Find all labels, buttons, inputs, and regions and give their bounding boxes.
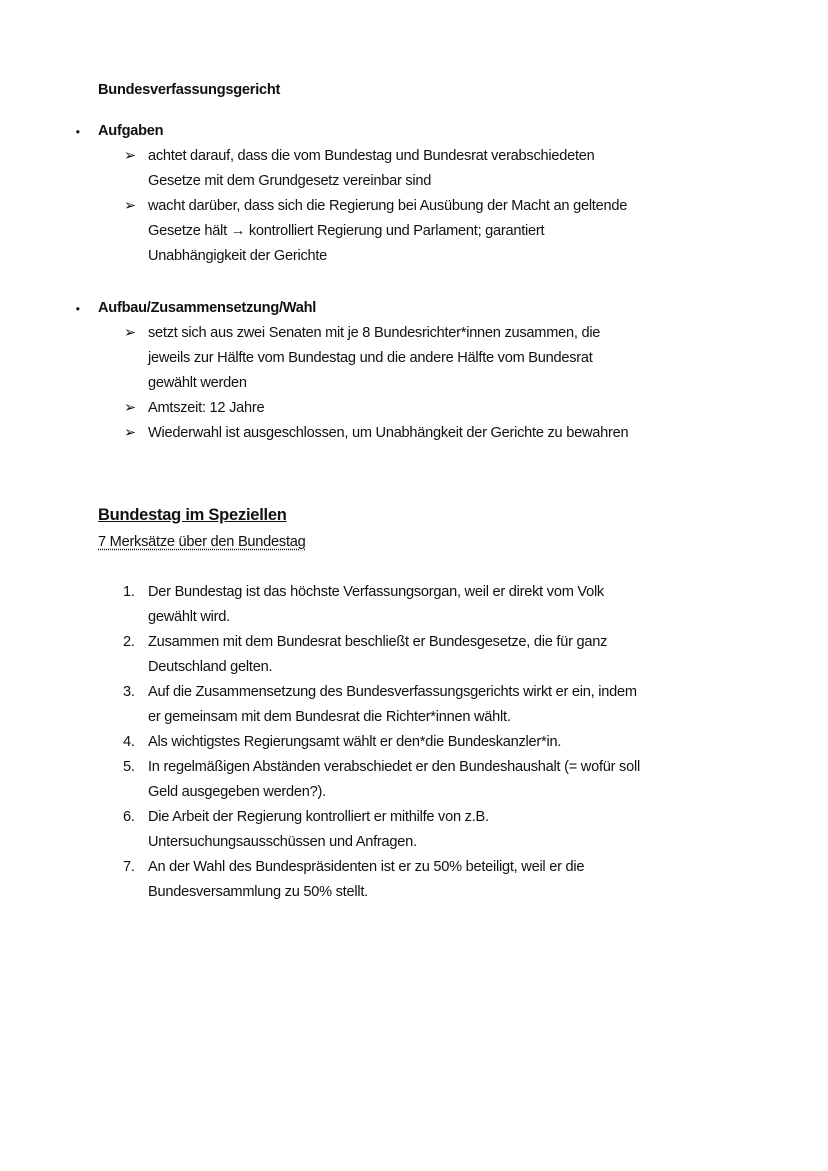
arrow-list-item [74, 321, 774, 396]
text-line: jeweils zur Hälfte vom Bundestag und die andere Hälfte vom Bundesrat [148, 350, 593, 366]
arrow-list-item [74, 144, 774, 194]
bullet-heading-text: Aufgaben [98, 123, 164, 139]
numbered-list-item [120, 630, 800, 680]
bullet-heading [74, 119, 774, 144]
text-line: Als wichtigstes Regierungsamt wählt er den*die Bundeskanzler*in. [148, 734, 562, 750]
bullet-icon: ● [75, 127, 81, 136]
numbered-list-item [120, 755, 800, 805]
list-number: 1. [123, 584, 135, 600]
section-title: Bundesverfassungsgericht [98, 82, 281, 98]
text-line: Deutschland gelten. [148, 659, 273, 675]
numbered-list-item [120, 680, 800, 730]
section-subtitle: 7 Merksätze über den Bundestag [98, 534, 306, 550]
list-number: 2. [123, 634, 135, 650]
text-line: Wiederwahl ist ausgeschlossen, um Unabhängkeit der Gerichte zu bewahren [148, 425, 629, 441]
text-line: achtet darauf, dass die vom Bundestag und Bundesrat verabschiedeten [148, 148, 595, 164]
text-line: Amtszeit: 12 Jahre [148, 400, 265, 416]
arrow-bullet-icon: ➢ [124, 198, 136, 214]
text-line: Unabhängigkeit der Gerichte [148, 248, 328, 264]
list-number: 5. [123, 759, 135, 775]
text-line: Gesetze hält → kontrolliert Regierung und Parlament; garantiert [148, 223, 545, 239]
arrow-bullet-icon: ➢ [124, 425, 136, 441]
text-line: Gesetze mit dem Grundgesetz vereinbar sind [148, 173, 432, 189]
list-number: 4. [123, 734, 135, 750]
numbered-list-item [120, 855, 800, 905]
numbered-list [120, 580, 800, 905]
list-number: 6. [123, 809, 135, 825]
group-aufbau [74, 296, 774, 446]
text-line: Bundesversammlung zu 50% stellt. [148, 884, 368, 900]
bullet-heading-text: Aufbau/Zusammensetzung/Wahl [98, 300, 317, 316]
text-line: gewählt werden [148, 375, 247, 391]
arrow-bullet-icon: ➢ [124, 148, 136, 164]
arrow-list-item [74, 421, 774, 446]
text-line: An der Wahl des Bundespräsidenten ist er zu 50% beteiligt, weil er die [148, 859, 585, 875]
text-line: gewählt wird. [148, 609, 230, 625]
text-line: Geld ausgegeben werden?). [148, 784, 326, 800]
numbered-list-item [120, 580, 800, 630]
arrow-list-item [74, 396, 774, 421]
text-line: Der Bundestag ist das höchste Verfassungsorgan, weil er direkt vom Volk [148, 584, 604, 600]
text-line: Die Arbeit der Regierung kontrolliert er mithilfe von z.B. [148, 809, 489, 825]
text-line: Zusammen mit dem Bundesrat beschließt er Bundesgesetze, die für ganz [148, 634, 608, 650]
text-line: wacht darüber, dass sich die Regierung bei Ausübung der Macht an geltende [148, 198, 628, 214]
group-aufgaben [74, 119, 774, 269]
numbered-list-item [120, 730, 800, 755]
list-number: 7. [123, 859, 135, 875]
bullet-heading [74, 296, 774, 321]
text-line: In regelmäßigen Abständen verabschiedet er den Bundeshaushalt (= wofür soll [148, 759, 640, 775]
text-line: setzt sich aus zwei Senaten mit je 8 Bundesrichter*innen zusammen, die [148, 325, 601, 341]
text-line: er gemeinsam mit dem Bundesrat die Richter*innen wählt. [148, 709, 511, 725]
text-line: Auf die Zusammensetzung des Bundesverfassungsgerichts wirkt er ein, indem [148, 684, 637, 700]
numbered-list-item [120, 805, 800, 855]
text-line: Untersuchungsausschüssen und Anfragen. [148, 834, 417, 850]
section-title-bundestag: Bundestag im Speziellen [98, 506, 287, 524]
arrow-list-item [74, 194, 774, 269]
list-number: 3. [123, 684, 135, 700]
arrow-bullet-icon: ➢ [124, 325, 136, 341]
arrow-bullet-icon: ➢ [124, 400, 136, 416]
bullet-icon: ● [75, 304, 81, 313]
